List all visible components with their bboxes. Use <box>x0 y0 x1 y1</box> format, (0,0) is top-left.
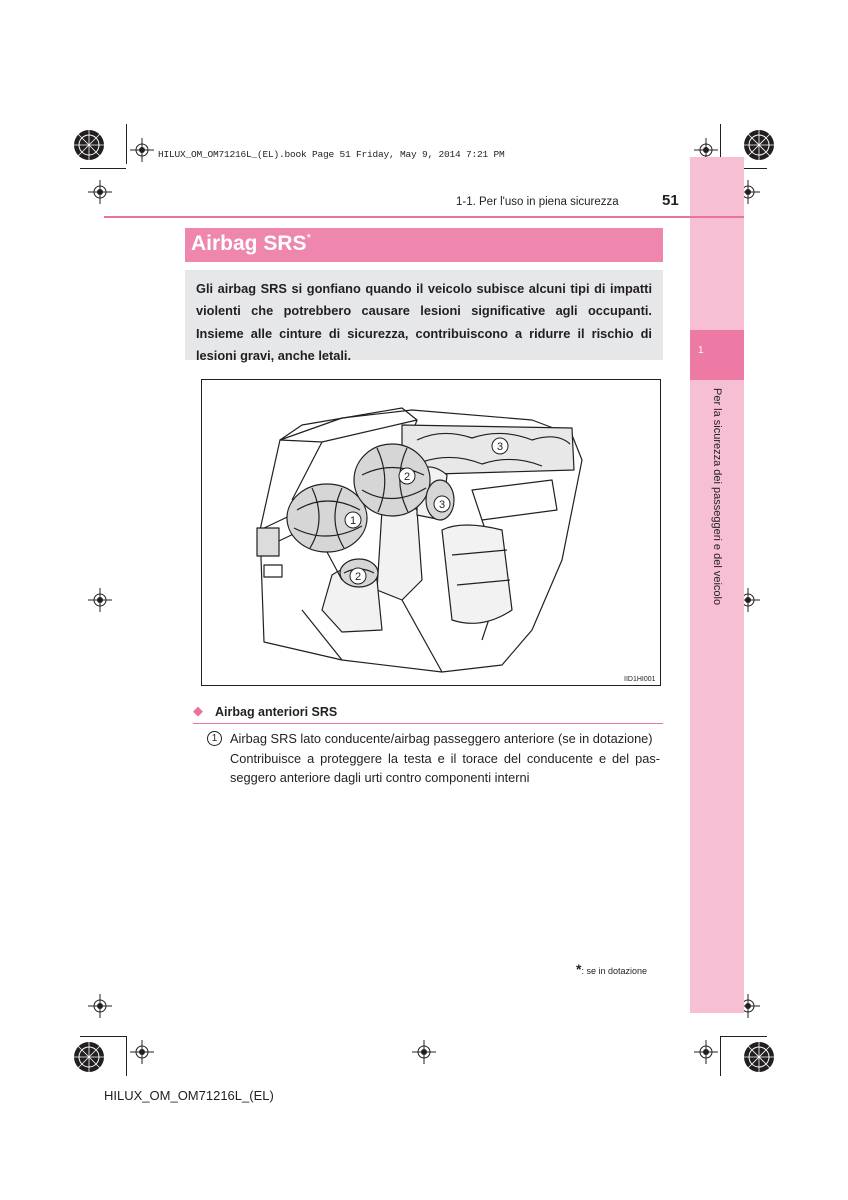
page-number: 51 <box>662 192 679 209</box>
airbag-illustration <box>202 380 660 685</box>
diamond-bullet-icon: ◆ <box>193 703 203 718</box>
file-header: HILUX_OM_OM71216L_(EL).book Page 51 Friday, May 9, 2014 7:21 PM <box>158 149 505 160</box>
section-rule <box>193 723 663 724</box>
registration-mark-icon <box>742 1040 776 1074</box>
item-body <box>230 729 660 788</box>
crosshair-mark-icon <box>88 180 112 204</box>
crosshair-mark-icon <box>694 1040 718 1064</box>
registration-mark-icon <box>742 128 776 162</box>
registration-mark-icon <box>72 128 106 162</box>
crop-mark <box>126 124 127 164</box>
crosshair-mark-icon <box>130 138 154 162</box>
header-rule <box>104 216 744 218</box>
chapter-tab-label: Per la sicurezza dei passeggeri e del veicolo <box>711 388 723 606</box>
crop-mark <box>80 168 126 169</box>
footnote-asterisk: * <box>576 961 582 977</box>
footnote-text: : se in dotazione <box>581 966 647 976</box>
item-title: Airbag SRS lato conducente/airbag passeggero anteriore (se in dotazione) <box>230 731 653 746</box>
callout-label: 1 <box>349 515 357 527</box>
page-title-text: Airbag SRS <box>191 232 307 255</box>
item-description: Contribuisce a proteggere la testa e il torace del conducente e del passeggero anteriore dagli urti contro componenti interni <box>230 750 660 785</box>
callout-label: 3 <box>438 499 446 511</box>
crop-mark <box>720 1036 721 1076</box>
title-asterisk: * <box>306 231 312 245</box>
footnote <box>576 961 647 977</box>
intro-paragraph: Gli airbag SRS si gonfiano quando il veicolo subisce alcuni tipi di impatti violenti che potrebbero causare lesioni significative agli occupanti. Insieme alle cinture di sicurezza, contribuiscono a ridurre il rischio di lesioni gravi, anche letali. <box>196 281 652 363</box>
section-heading: Airbag anteriori SRS <box>215 705 338 719</box>
callout-label: 2 <box>354 571 362 583</box>
page-title <box>191 231 311 256</box>
crop-mark <box>126 1036 127 1076</box>
crosshair-mark-icon <box>88 994 112 1018</box>
crosshair-mark-icon <box>412 1040 436 1064</box>
crop-mark <box>80 1036 126 1037</box>
crop-mark <box>721 1036 767 1037</box>
section-reference: 1-1. Per l'uso in piena sicurezza <box>456 196 619 208</box>
registration-mark-icon <box>72 1040 106 1074</box>
crosshair-mark-icon <box>88 588 112 612</box>
figure-code: IID1HI001 <box>624 676 656 683</box>
crosshair-mark-icon <box>130 1040 154 1064</box>
callout-label: 3 <box>496 441 504 453</box>
callout-label: 2 <box>403 471 411 483</box>
footer-code: HILUX_OM_OM71216L_(EL) <box>104 1088 274 1103</box>
item-number: 1 <box>207 731 222 746</box>
chapter-tab-number: 1 <box>698 345 704 356</box>
